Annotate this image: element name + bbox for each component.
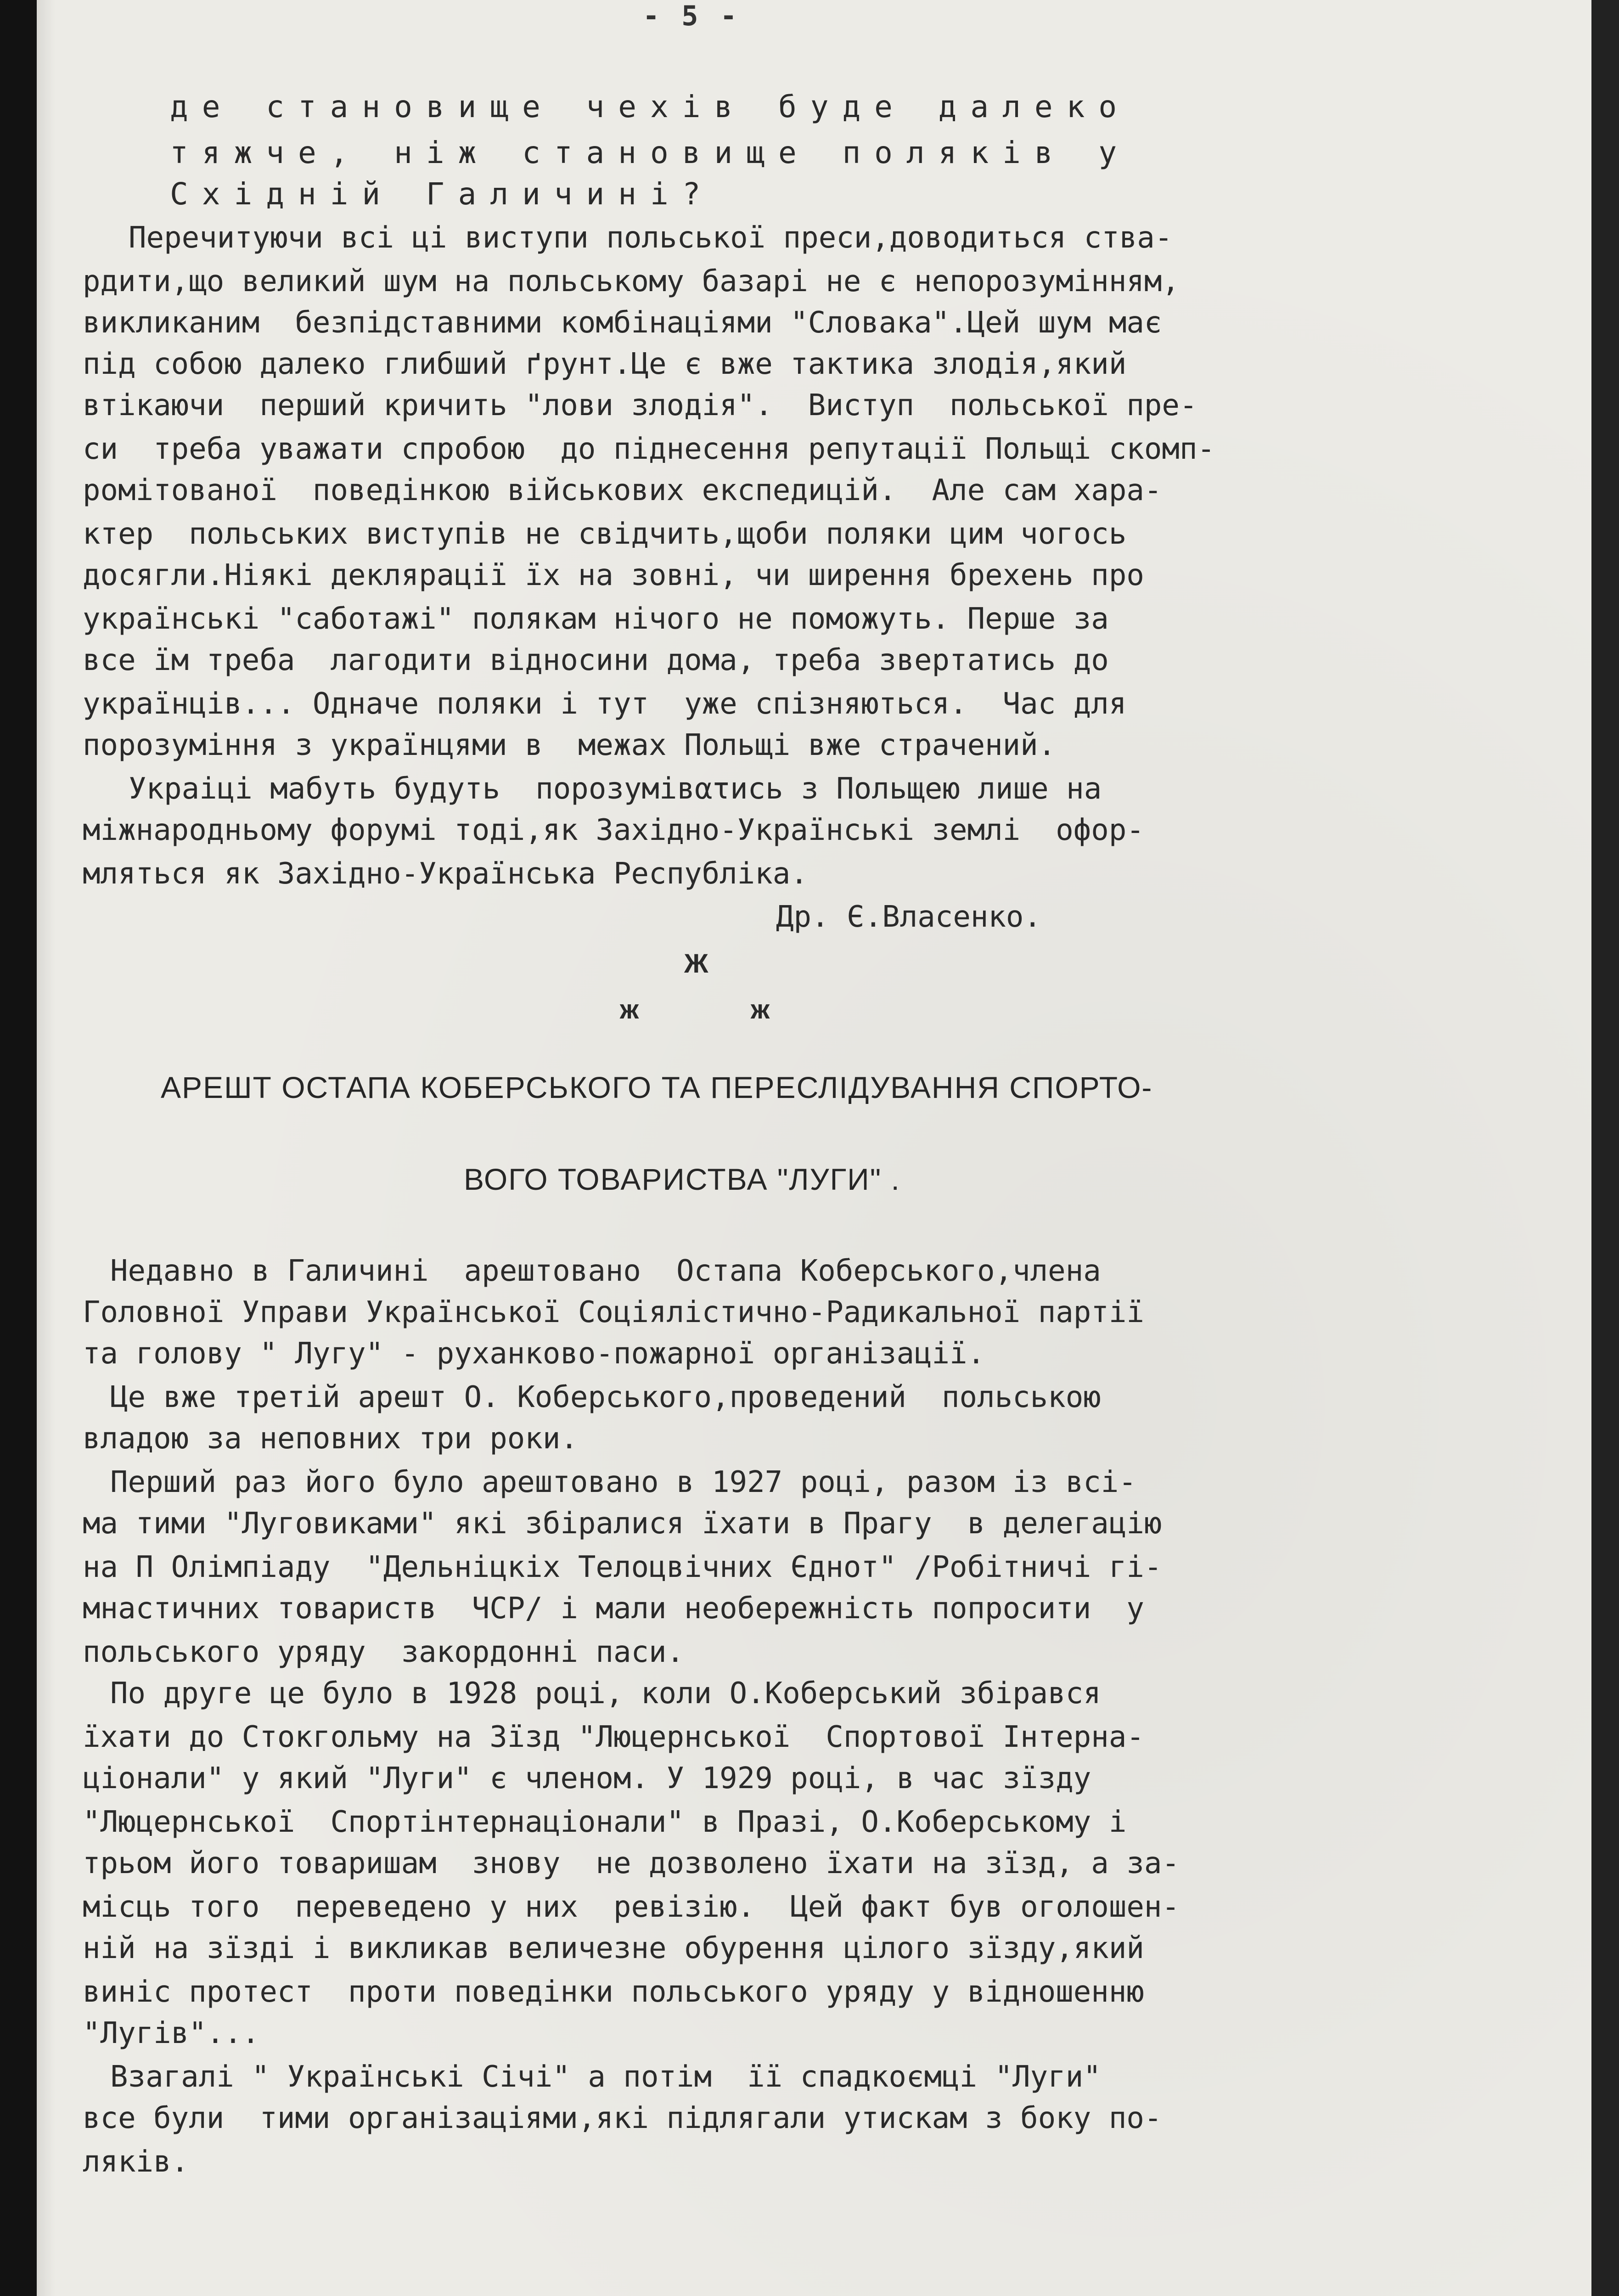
p1-line-11: все їм треба лагодити відносини дома, треба звертатись до (83, 643, 1109, 677)
intro-line-3: Східній Галичині? (170, 176, 714, 212)
scan-frame-left (0, 0, 37, 2296)
p3-line-3: та голову " Лугу" - руханково-пожарної організації. (83, 1337, 985, 1371)
separator-star-top: Ж (684, 949, 708, 979)
p6-line-2: їхати до Стокгольму на Зїзд "Люцернської Спортової Інтерна- (83, 1720, 1144, 1754)
p4-line-2: владою за неповних три роки. (83, 1422, 578, 1456)
p1-line-4: під собою далеко глибший ґрунт.Це є вже тактика злодія,який (83, 347, 1127, 381)
p1-line-1: Перечитуючи всі ці виступи польської преси,доводиться ства- (129, 221, 1173, 255)
p6-line-9: "Лугів"... (83, 2016, 260, 2050)
p2-line-2: міжнародньому форумі тоді,як Західно-Українські землі офор- (83, 813, 1144, 847)
separator-star-right: ж (751, 995, 770, 1024)
p4-line-1: Це вже третій арешт О. Коберського,проведений польською (110, 1380, 1101, 1414)
p1-line-2: рдити,що великий шум на польському базарі не є непорозумінням, (83, 264, 1180, 298)
p1-line-6: си треба уважати спробою до піднесення репутації Польщі скомп- (83, 432, 1215, 466)
p1-line-12: українців... Одначе поляки і тут уже спізняються. Час для (83, 687, 1127, 721)
p5-line-3: на П Олімпіаду "Дельніцкіх Телоцвічних Єднот" /Робітничі гі- (83, 1550, 1162, 1584)
p5-line-4: мнастичних товариств ЧСР/ і мали необережність попросити у (83, 1592, 1144, 1626)
p7-line-1: Взагалі " Українські Січі" а потім її спадкоємці "Луги" (110, 2060, 1101, 2094)
p1-line-10: українські "саботажі" полякам нічого не поможуть. Перше за (83, 602, 1109, 636)
p1-line-3: викликаним безпідставними комбінаціями "Словака".Цей шум має (83, 306, 1162, 340)
page-number: - 5 - (643, 0, 740, 32)
p3-line-2: Головної Управи Української Соціялістично-Радикальної партії (83, 1295, 1144, 1329)
p5-line-1: Перший раз його було арештовано в 1927 році, разом із всі- (110, 1465, 1136, 1499)
signature: Др. Є.Власенко. (776, 900, 1041, 934)
p6-line-5: трьом його товаришам знову не дозволено їхати на зїзд, а за- (83, 1846, 1180, 1880)
p6-line-7: ній на зїзді і викликав величезне обурення цілого зїзду,який (83, 1931, 1144, 1965)
article-heading-line-1: АРЕШТ ОСТАПА КОБЕРСЬКОГО ТА ПЕРЕСЛІДУВАННЯ СПОРТО- (161, 1070, 1153, 1104)
p5-line-2: ма тими "Луговиками" які збіралися їхати в Прагу в делегацію (83, 1507, 1162, 1541)
separator-star-left: ж (620, 995, 639, 1024)
intro-line-2: тяжче, ніж становище поляків у (170, 135, 1131, 170)
p2-line-1: Украіці мабуть будуть порозумівατись з Польщею лише на (129, 772, 1102, 806)
p6-line-6: місць того переведено у них ревізію. Цей факт був оголошен- (83, 1890, 1180, 1924)
article-heading-line-2: ВОГО ТОВАРИСТВА "ЛУГИ" . (464, 1162, 900, 1196)
p1-line-7: ромітованої поведінкою військових експедицій. Але сам хара- (83, 473, 1162, 507)
p6-line-8: виніс протест проти поведінки польського уряду у відношенню (83, 1975, 1144, 2009)
typewritten-page (37, 0, 1591, 2296)
p1-line-8: ктер польських виступів не свідчить,щоби поляки цим чогось (83, 517, 1127, 551)
intro-line-1: де становище чехів буде далеко (170, 89, 1131, 124)
p6-line-1: По друге це було в 1928 році, коли О.Коберський збірався (110, 1677, 1101, 1711)
p1-line-13: порозуміння з українцями в межах Польщі вже страчений. (83, 728, 1056, 762)
p2-line-3: мляться як Західно-Українська Республіка. (83, 857, 808, 891)
p7-line-2: все були тими організаціями,які підлягали утискам з боку по- (83, 2101, 1162, 2135)
p5-line-5: польського уряду закордонні паси. (83, 1635, 685, 1669)
p7-line-3: ляків. (83, 2145, 189, 2179)
p6-line-3: ціонали" у який "Луги" є членом. У 1929 році, в час зїзду (83, 1761, 1091, 1795)
p1-line-9: досягли.Ніякі деклярації їх на зовні, чи ширення брехень про (83, 558, 1144, 592)
scan-frame-right (1591, 0, 1619, 2296)
p1-line-5: втікаючи перший кричить "лови злодія". Виступ польської пре- (83, 388, 1197, 422)
p6-line-4: "Люцернської Спортінтернаціонали" в Празі, О.Коберському і (83, 1805, 1127, 1839)
p3-line-1: Недавно в Галичині арештовано Остапа Коберського,члена (110, 1254, 1101, 1288)
